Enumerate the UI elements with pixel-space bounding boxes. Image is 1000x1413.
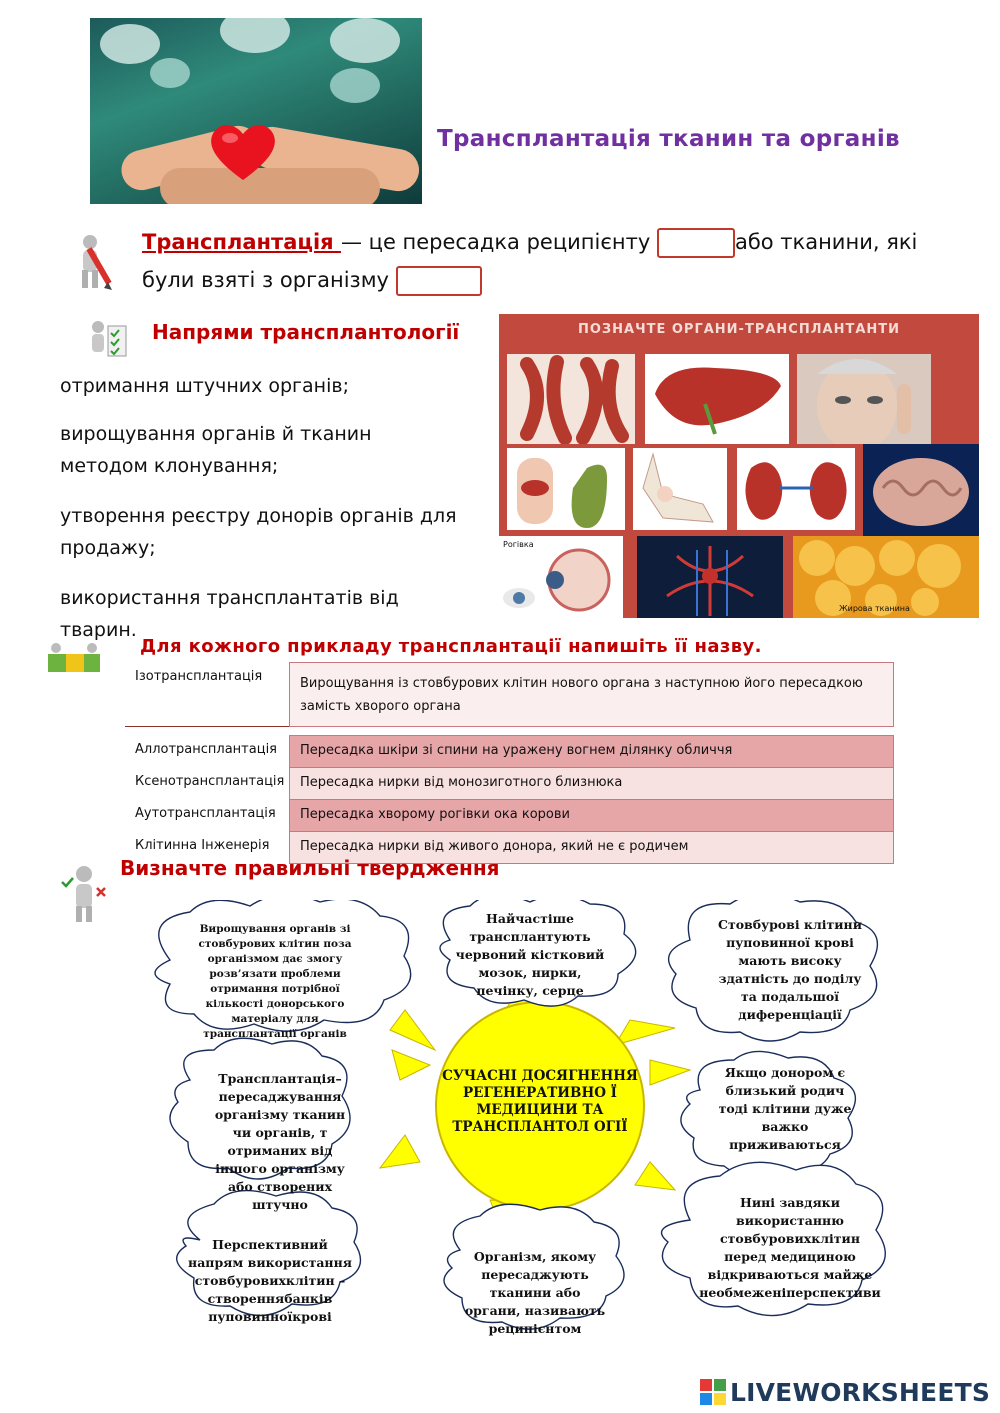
table-row-description[interactable]: Пересадка хворому рогівки ока корови [290,800,894,832]
statement-cloud-8[interactable]: Нині завдяки використанню стовбуровихклітин перед медициною відкриваються майже необмеженіперспективи [699,1195,881,1300]
task-title: Для кожного прикладу трансплантації напишіть її назву. [140,636,762,657]
direction-item: вирощування органів й тканин методом клонування; [60,423,372,477]
statement-cloud-2[interactable]: Найчастіше трансплантують червоний кістковий мозок, нирки, печінку, серце [455,911,605,998]
transplant-table [125,662,894,864]
organs-panel [499,314,979,618]
statements-title: Визначте правильні твердження [120,856,500,880]
direction-item: отримання штучних органів; [60,375,349,397]
statement-cloud-5[interactable]: Якщо донором є близький родич тоді клітини дуже важко приживаються [718,1065,852,1152]
organs-panel-title: ПОЗНАЧТЕ ОРГАНИ-ТРАНСПЛАНТАНТИ [577,322,901,337]
table-row-label: Аутотрансплантація [135,805,276,821]
table-row [125,800,894,832]
answer-blank-2[interactable] [396,266,482,296]
statement-cloud-3[interactable]: Стовбурові клітини пуповинної крові мають високу здатність до поділу та подальшої диференціації [718,917,862,1022]
sun-ray [615,1020,675,1045]
table-row-label: Аллотрансплантація [135,741,277,757]
eye-image[interactable] [499,536,623,618]
sun-center-text: СУЧАСНІ ДОСЯГНЕННЯ РЕГЕНЕРАТИВНО Ї МЕДИЦИНИ ТА ТРАНСПЛАНТОЛ ОГІЇ [442,1068,638,1135]
muscles-image[interactable] [507,354,635,444]
brain-image[interactable] [863,444,979,536]
fat-tissue-image[interactable] [793,536,979,618]
statement-cloud-7[interactable]: Організм, якому пересаджують тканини або органи, називають реципієнтом [464,1249,606,1336]
table-row [125,736,894,768]
table-row [125,768,894,800]
figure-with-pencil-icon [72,232,118,292]
definition-text-2: були взяті з організму [142,268,396,292]
table-row-label: Клітинна Інженерія [135,837,270,853]
sun-ray [650,1060,690,1085]
brand-text: LIVEWORKSHEETS [730,1378,991,1407]
skin-face-image[interactable] [797,354,931,444]
sun-ray [390,1010,435,1050]
sun-ray [635,1162,675,1190]
heart-icon [208,120,278,182]
sun-ray [392,1050,430,1080]
statement-cloud-1[interactable]: Вирощування органів зі стовбурових клітин поза організмом дає змогу розв’язати проблеми отримання потрібної кількості донорського матеріалу для трансплантації органів [198,923,352,1040]
figure-with-checklist-icon [84,318,130,362]
surgeons-heart-photo [90,18,422,204]
table-row-label: Ізотрансплантація [135,668,263,684]
table-row [125,663,894,727]
directions-title: Напрями трансплантології [152,320,460,344]
sun-ray [380,1135,420,1168]
liveworksheets-logo [700,1378,990,1407]
definition-term: Трансплантація [142,230,341,254]
direction-item: утворення реєстру донорів органів для продажу; [60,505,457,559]
definition-text-1: — це пересадка реципієнту [340,230,657,254]
table-row-description[interactable]: Пересадка нирки від живого донора, який не є родичем [290,832,894,864]
regenerative-medicine-diagram [130,900,950,1360]
table-row-description[interactable]: Пересадка нирки від монозиготного близнюка [290,768,894,800]
direction-item: використання трансплантатів від тварин. [60,587,399,641]
cornea-label: Рогівка [503,540,534,549]
table-row-description[interactable]: Пересадка шкіри зі спини на уражену вогнем ділянку обличчя [290,736,894,768]
table-row-description[interactable]: Вирощування із стовбурових клітин нового органа з наступною його пересадкою замість хворого органа [290,663,894,727]
gallbladder-image[interactable] [507,448,625,530]
puzzle-figures-icon [42,640,106,682]
definition-text-1-tail: або тканини, які [734,230,918,254]
definition-line-1 [142,228,917,258]
liver-image[interactable] [645,354,789,444]
circulatory-system-image[interactable] [637,536,783,618]
statement-cloud-4[interactable]: Трансплантація– пересаджування організму тканин чи органів, т отриманих від іншого організму або створених штучно [214,1071,346,1212]
joint-image[interactable] [633,448,727,530]
definition-line-2 [142,266,482,296]
liveworksheets-logo-icon [700,1379,726,1405]
table-row-label: Ксенотрансплантація [135,773,285,789]
kidneys-image[interactable] [737,448,855,530]
figure-check-cross-icon [60,862,108,924]
answer-blank-1[interactable] [657,228,735,258]
statement-cloud-6[interactable]: Перспективний напрям використання стовбуровихклітин – створеннябанків пуповинноїкрові [188,1237,352,1324]
fat-tissue-label: Жирова тканина [839,604,910,613]
page-title: Трансплантація тканин та органів [437,126,900,152]
